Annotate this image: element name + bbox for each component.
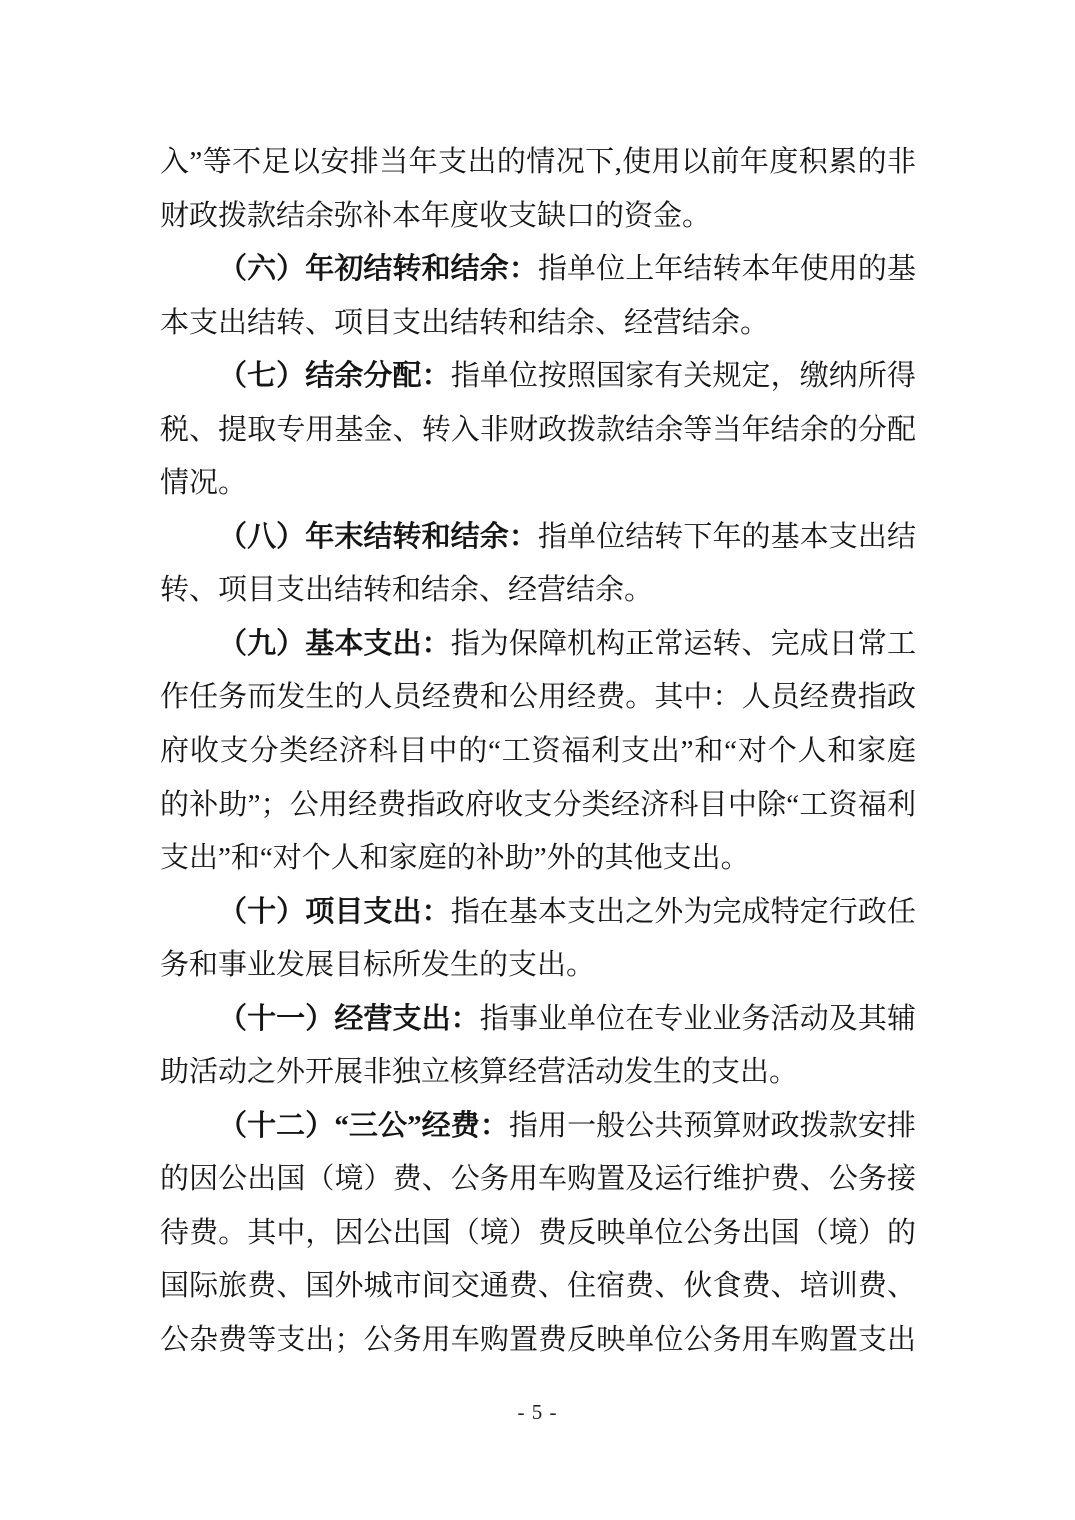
body-text-segment: 税、提取专用基金、转入非财政拨款结余等当年结余的分配 — [160, 413, 916, 446]
body-text-block — [160, 136, 916, 1368]
definition-first-line — [160, 993, 916, 1047]
body-line — [160, 564, 916, 618]
body-text-segment: 指为保障机构正常运转、完成日常工 — [450, 627, 916, 660]
body-text-segment: 公杂费等支出；公务用车购置费反映单位公务用车购置支出 — [160, 1324, 916, 1357]
body-line — [160, 1207, 916, 1261]
body-text-segment: 指单位按照国家有关规定，缴纳所得 — [450, 360, 916, 393]
definition-term: （九）基本支出： — [218, 627, 451, 660]
body-text-segment: 作任务而发生的人员经费和公用经费。其中：人员经费指政 — [160, 681, 916, 714]
definition-first-line — [160, 1100, 916, 1154]
body-text-segment: 待费。其中，因公出国（境）费反映单位公务出国（境）的 — [160, 1216, 916, 1249]
body-text-segment: 指用一般公共预算财政拨款安排 — [508, 1109, 916, 1142]
definition-term: （八）年末结转和结余： — [218, 520, 538, 553]
body-text-segment: 指单位结转下年的基本支出结 — [537, 520, 916, 553]
body-text-segment: 指事业单位在专业业务活动及其辅 — [479, 1002, 916, 1035]
definition-first-line — [160, 511, 916, 565]
body-text-segment: 入”等不足以安排当年支出的情况下,使用以前年度积累的非 — [160, 146, 916, 178]
body-text-segment: 府收支分类经济科目中的“工资福利支出”和“对个人和家庭 — [160, 735, 916, 768]
body-text-segment: 的因公出国（境）费、公务用车购置及运行维护费、公务接 — [160, 1163, 916, 1196]
body-line — [160, 1314, 916, 1368]
body-text-segment: 本支出结转、项目支出结转和结余、经营结余。 — [160, 306, 770, 339]
body-text-segment: 支出”和“对个人和家庭的补助”外的其他支出。 — [160, 842, 750, 875]
definition-first-line — [160, 243, 916, 297]
body-text-segment: 的补助”；公用经费指政府收支分类经济科目中除“工资福利 — [160, 788, 916, 821]
page-number: - 5 - — [517, 1400, 558, 1424]
definition-term: （十）项目支出： — [218, 895, 451, 928]
body-text-segment: 情况。 — [160, 467, 248, 500]
definition-first-line — [160, 886, 916, 940]
body-line — [160, 779, 916, 833]
definition-term: （六）年初结转和结余： — [218, 253, 538, 286]
body-line — [160, 190, 916, 244]
body-text-segment: 务和事业发展目标所发生的支出。 — [160, 949, 596, 982]
definition-first-line — [160, 350, 916, 404]
body-line — [160, 1153, 916, 1207]
definition-term: （七）结余分配： — [218, 360, 451, 393]
body-line — [160, 939, 916, 993]
body-line — [160, 725, 916, 779]
body-line — [160, 297, 916, 351]
body-line — [160, 1046, 916, 1100]
definition-first-line — [160, 618, 916, 672]
body-line — [160, 671, 916, 725]
body-line — [160, 457, 916, 511]
body-text-segment: 国际旅费、国外城市间交通费、住宿费、伙食费、培训费、 — [160, 1270, 916, 1303]
body-text-segment: 指单位上年结转本年使用的基 — [537, 253, 916, 286]
body-text-segment: 指在基本支出之外为完成特定行政任 — [450, 895, 916, 928]
body-text-segment: 助活动之外开展非独立核算经营活动发生的支出。 — [160, 1056, 799, 1089]
body-text-segment: 转、项目支出结转和结余、经营结余。 — [160, 574, 654, 607]
body-line — [160, 136, 916, 190]
body-line — [160, 404, 916, 458]
body-line — [160, 1260, 916, 1314]
body-line — [160, 832, 916, 886]
definition-term: （十二）“三公”经费： — [218, 1109, 509, 1142]
body-text-segment: 财政拨款结余弥补本年度收支缺口的资金。 — [160, 199, 712, 232]
definition-term: （十一）经营支出： — [218, 1002, 480, 1035]
